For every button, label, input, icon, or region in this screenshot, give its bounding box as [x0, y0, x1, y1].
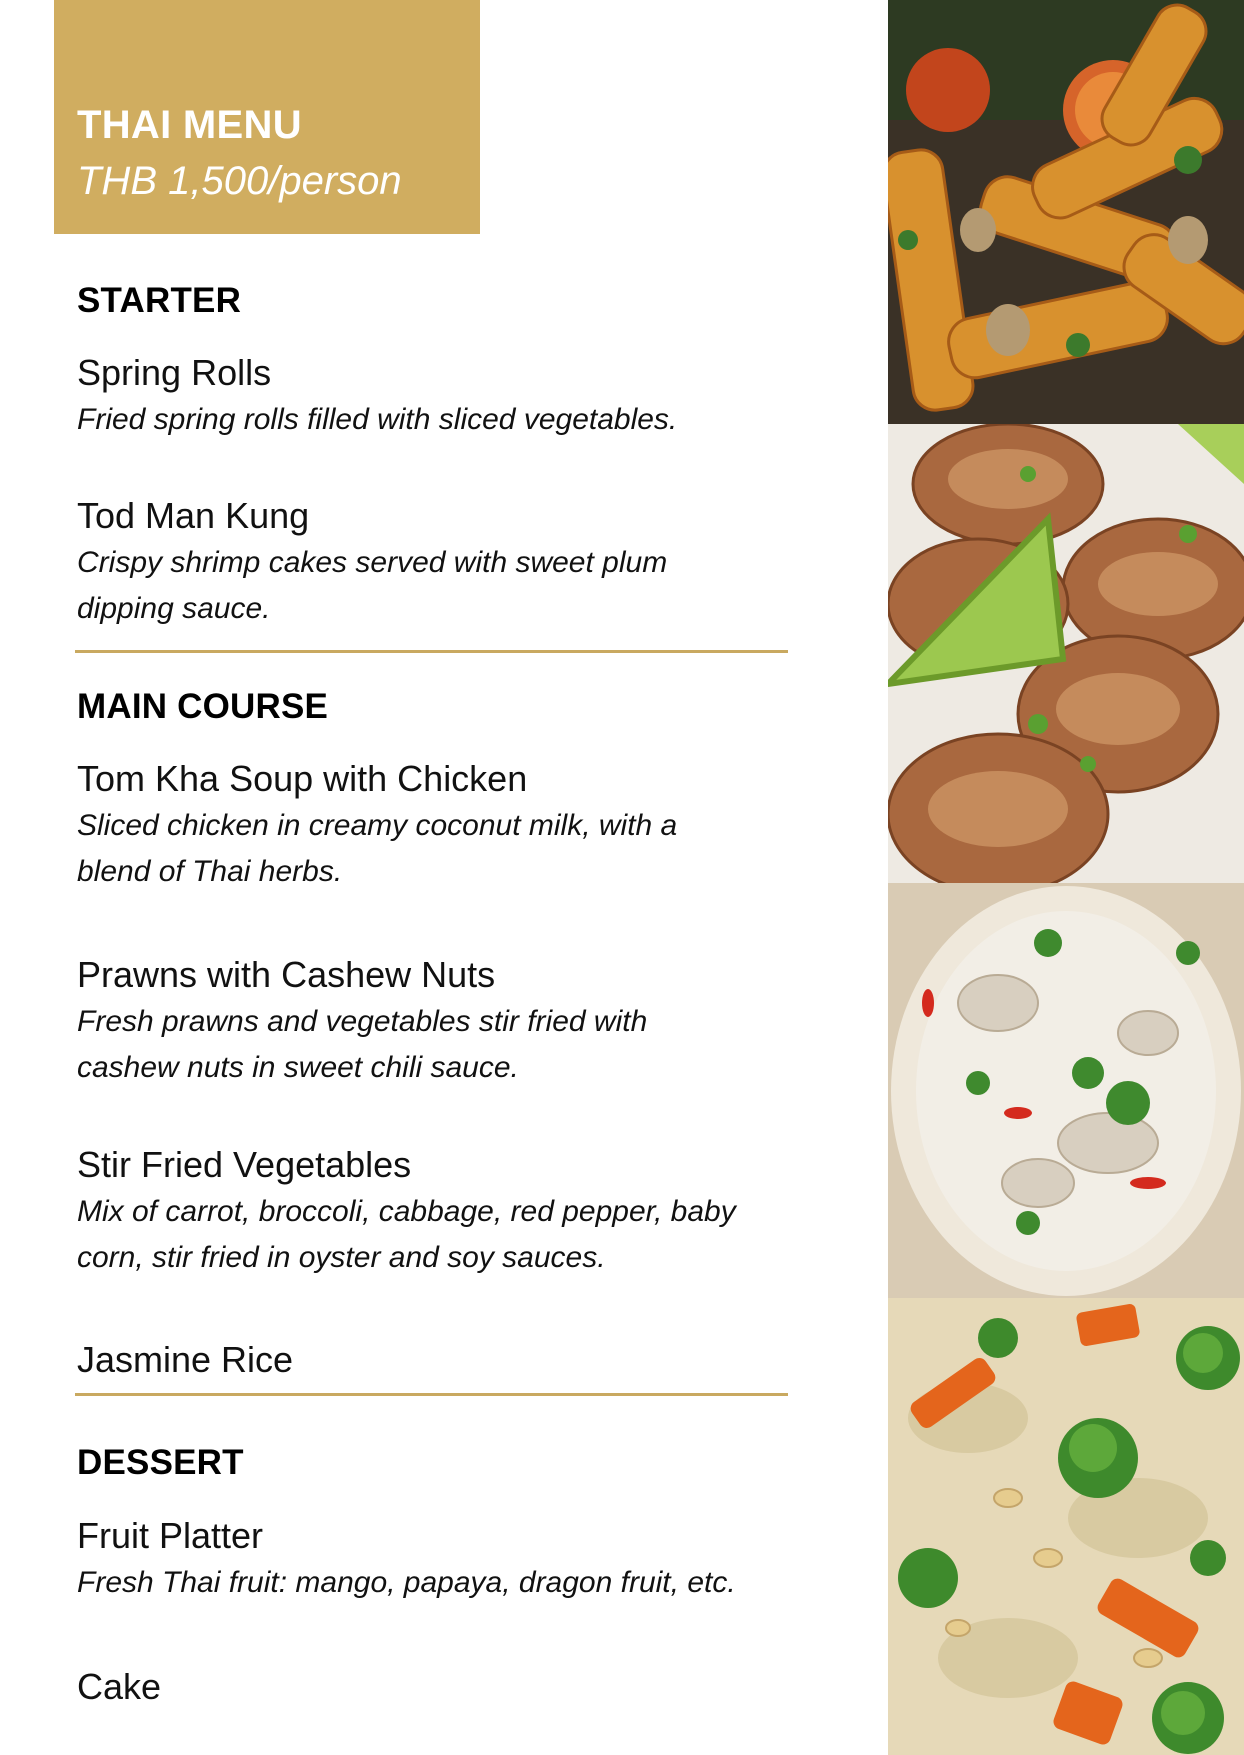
menu-item-tom-kha-soup: [77, 758, 757, 895]
dish-name: Cake: [77, 1666, 162, 1707]
menu-price: THB 1,500/person: [77, 159, 402, 203]
dish-name: Tod Man Kung: [77, 495, 310, 536]
menu-item-spring-rolls: [77, 352, 797, 443]
stir-fried-vegetables-photo: [888, 1298, 1244, 1755]
menu-title: THAI MENU: [77, 103, 302, 147]
menu-item-prawns-cashew: [77, 954, 757, 1091]
dish-name: Fruit Platter: [77, 1515, 264, 1556]
section-divider: [75, 1393, 788, 1396]
tom-kha-soup-photo: [888, 883, 1244, 1298]
shrimp-cakes-photo: [888, 424, 1244, 883]
dish-description: Fried spring rolls filled with sliced vegetables.: [77, 403, 678, 436]
menu-item-jasmine-rice: [77, 1339, 797, 1381]
dish-name: Jasmine Rice: [77, 1339, 294, 1380]
dish-name: Spring Rolls: [77, 352, 272, 393]
dish-description: Fresh Thai fruit: mango, papaya, dragon fruit, etc.: [77, 1566, 736, 1599]
dish-description: Mix of carrot, broccoli, cabbage, red pepper, baby corn, stir fried in oyster and soy sauces.: [77, 1195, 736, 1274]
dish-description: Sliced chicken in creamy coconut milk, with a blend of Thai herbs.: [77, 809, 678, 888]
menu-item-cake: [77, 1666, 797, 1708]
menu-item-fruit-platter: [77, 1515, 797, 1606]
section-heading-starter: STARTER: [77, 281, 242, 320]
menu-item-stir-fried-vegetables: [77, 1144, 757, 1281]
section-heading-dessert: DESSERT: [77, 1443, 244, 1482]
dish-name: Tom Kha Soup with Chicken: [77, 758, 528, 799]
dish-name: Prawns with Cashew Nuts: [77, 954, 496, 995]
dish-description: Fresh prawns and vegetables stir fried with cashew nuts in sweet chili sauce.: [77, 1005, 648, 1084]
dish-description: Crispy shrimp cakes served with sweet plum dipping sauce.: [77, 546, 668, 625]
menu-header: [54, 0, 480, 234]
menu-item-tod-man-kung: [77, 495, 757, 632]
spring-rolls-photo: [888, 0, 1244, 424]
dish-name: Stir Fried Vegetables: [77, 1144, 412, 1185]
section-divider: [75, 650, 788, 653]
section-heading-main-course: MAIN COURSE: [77, 687, 329, 726]
